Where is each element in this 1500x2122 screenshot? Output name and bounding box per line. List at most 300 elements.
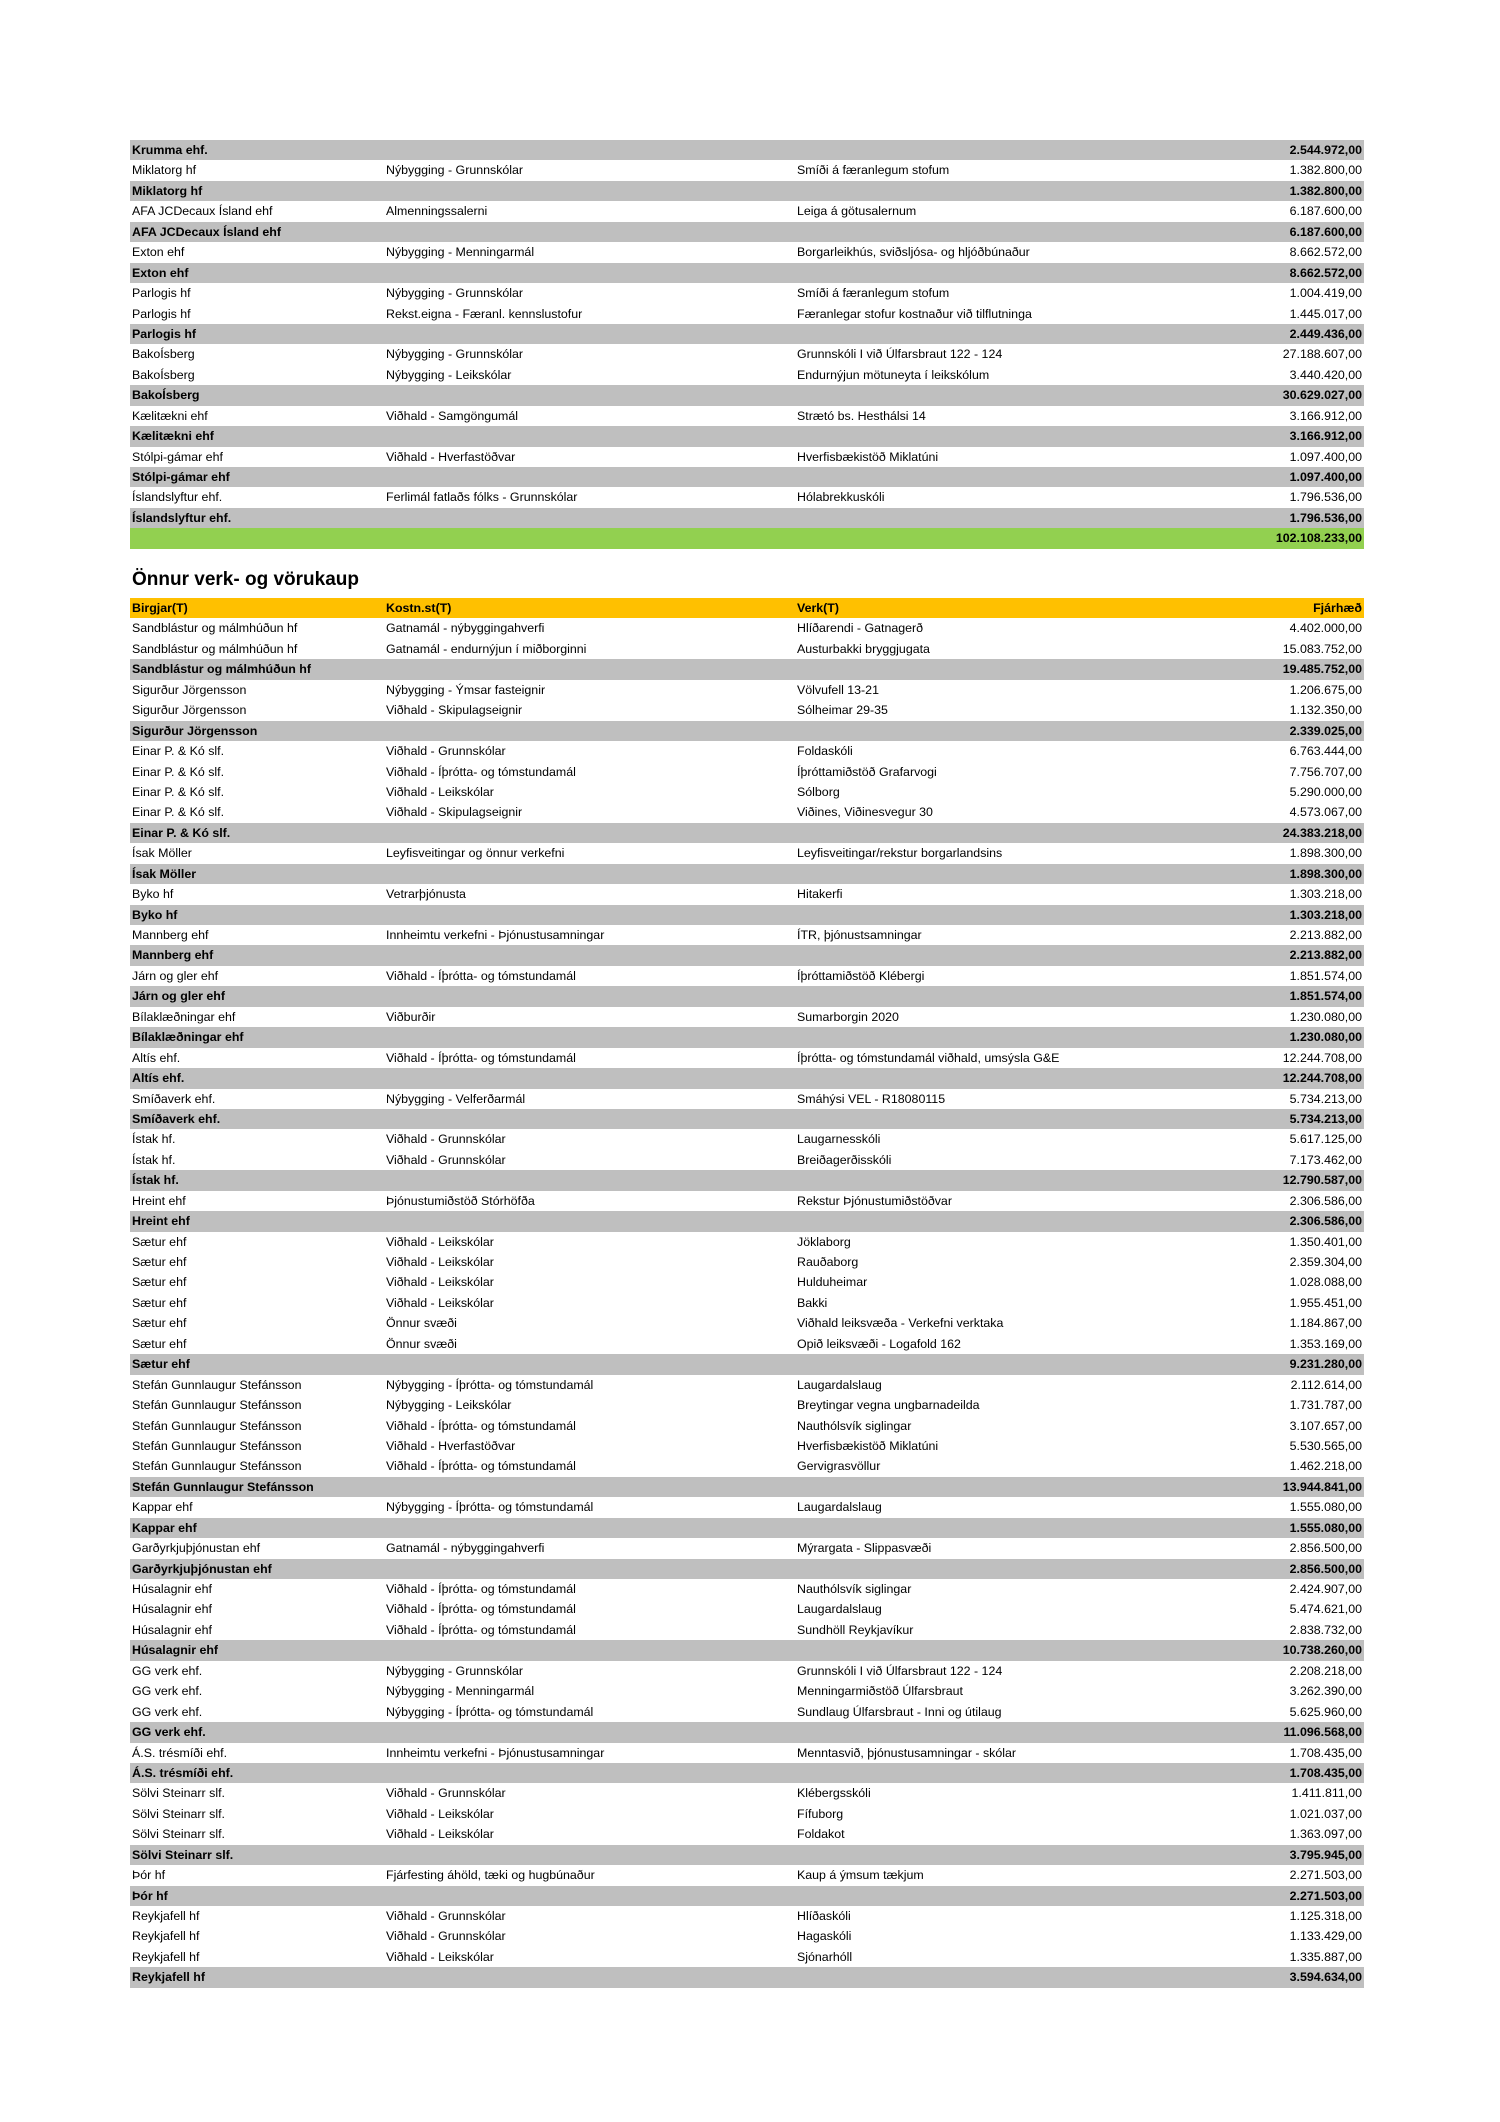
table-row	[130, 1191, 1364, 1211]
cost-center-cell: Þjónustumiðstöð Stórhöfða	[386, 1193, 535, 1208]
table-row	[130, 680, 1364, 700]
table-row	[130, 1252, 1364, 1272]
subtotal-row	[130, 1354, 1364, 1374]
project-cell: Breytingar vegna ungbarnadeilda	[797, 1398, 980, 1413]
amount-cell: 2.544.972,00	[1289, 143, 1362, 157]
cost-center-cell: Nýbygging - Grunnskólar	[386, 347, 524, 362]
project-cell: Breiðagerðisskóli	[797, 1152, 892, 1167]
project-cell: Hólabrekkuskóli	[797, 490, 885, 505]
project-cell	[797, 324, 1187, 344]
cost-center-cell: Viðhald - Leikskólar	[386, 1234, 494, 1249]
table-row	[130, 487, 1364, 507]
project-cell: Hulduheimar	[797, 1275, 868, 1290]
table-row	[130, 1579, 1364, 1599]
cost-center-cell: Nýbygging - Leikskólar	[386, 1398, 512, 1413]
table-row	[130, 1620, 1364, 1640]
amount-cell: 4.402.000,00	[1289, 621, 1362, 636]
cost-center-cell: Nýbygging - Íþrótta- og tómstundamál	[386, 1377, 594, 1392]
supplier-cell: Ísak Möller	[132, 846, 192, 861]
amount-cell: 2.856.500,00	[1289, 1541, 1362, 1556]
project-cell: Foldaskóli	[797, 744, 853, 759]
supplier-cell: Miklatorg hf	[132, 163, 197, 178]
subtotal-row	[130, 140, 1364, 160]
amount-cell: 2.306.586,00	[1289, 1193, 1362, 1208]
project-cell: Laugardalslaug	[797, 1602, 882, 1617]
project-cell: Hlíðaskóli	[797, 1909, 851, 1923]
supplier-cell: Garðyrkjuþjónustan ehf	[132, 1561, 272, 1576]
supplier-cell: Stefán Gunnlaugur Stefánsson	[132, 1398, 302, 1413]
amount-cell: 1.206.675,00	[1289, 682, 1362, 697]
subtotal-row	[130, 385, 1364, 405]
cost-center-cell: Viðhald - Grunnskólar	[386, 1929, 506, 1944]
supplier-cell: Altís ehf.	[132, 1071, 185, 1086]
supplier-cell: GG verk ehf.	[132, 1684, 203, 1699]
subtotal-row	[130, 986, 1364, 1006]
project-cell	[797, 140, 1187, 160]
cost-center-cell	[386, 1518, 797, 1538]
cost-center-cell	[386, 1967, 797, 1987]
table-row	[130, 1681, 1364, 1701]
supplier-cell: Parlogis hf	[132, 306, 191, 321]
table-row	[130, 1313, 1364, 1333]
amount-cell: 1.796.536,00	[1289, 490, 1362, 505]
supplier-cell: Miklatorg hf	[132, 183, 203, 198]
supplier-cell: BakoÍsberg	[132, 367, 195, 382]
cost-center-cell: Nýbygging - Velferðarmál	[386, 1091, 526, 1106]
amount-cell: 1.363.097,00	[1289, 1827, 1362, 1842]
cost-center-cell	[386, 945, 797, 965]
cost-center-cell: Viðhald - Samgöngumál	[386, 408, 519, 423]
supplier-cell	[130, 528, 386, 548]
project-cell: ÍTR, þjónustsamningar	[797, 928, 922, 942]
project-cell: Leyfisveitingar/rekstur borgarlandsins	[797, 846, 1003, 861]
cost-center-cell: Viðhald - Íþrótta- og tómstundamál	[386, 1582, 576, 1596]
table-row	[130, 1538, 1364, 1558]
supplier-cell: Hreint ehf	[132, 1214, 190, 1229]
project-cell: Nauthólsvík siglingar	[797, 1418, 912, 1433]
cost-center-cell	[386, 1211, 797, 1231]
header-supplier: Birgjar(T)	[132, 601, 188, 615]
cost-center-cell	[386, 1845, 797, 1865]
amount-cell: 4.573.067,00	[1289, 805, 1362, 820]
supplier-cell: Sætur ehf	[132, 1336, 187, 1351]
amount-cell: 1.462.218,00	[1289, 1459, 1362, 1474]
cost-center-cell	[386, 508, 797, 528]
cost-center-cell: Almenningssalerni	[386, 204, 488, 219]
project-cell	[797, 528, 1187, 548]
project-cell	[797, 1109, 1187, 1129]
table-row	[130, 283, 1364, 303]
table-row	[130, 304, 1364, 324]
project-cell: Sólborg	[797, 784, 840, 799]
amount-cell: 6.187.600,00	[1289, 204, 1362, 219]
cost-center-cell: Viðhald - Íþrótta- og tómstundamál	[386, 1459, 576, 1474]
amount-cell: 2.213.882,00	[1289, 928, 1362, 942]
supplier-cell: Stefán Gunnlaugur Stefánsson	[132, 1479, 314, 1494]
project-cell: Klébergsskóli	[797, 1786, 871, 1801]
amount-cell: 1.133.429,00	[1289, 1929, 1362, 1944]
amount-cell: 1.028.088,00	[1289, 1275, 1362, 1290]
project-cell	[797, 945, 1187, 965]
cost-center-cell: Vetrarþjónusta	[386, 887, 466, 902]
supplier-cell: Sölvi Steinarr slf.	[132, 1847, 234, 1862]
project-cell: Smíði á færanlegum stofum	[797, 163, 950, 178]
cost-center-cell	[386, 467, 797, 487]
cost-center-cell: Nýbygging - Grunnskólar	[386, 286, 524, 301]
supplier-cell: Sætur ehf	[132, 1316, 187, 1331]
supplier-cell: Ístak hf.	[132, 1152, 176, 1167]
project-cell	[797, 1068, 1187, 1088]
project-cell	[797, 1845, 1187, 1865]
project-cell: Smáhýsi VEL - R18080115	[797, 1091, 946, 1106]
table-row	[130, 1743, 1364, 1763]
project-cell	[797, 1763, 1187, 1783]
table-row	[130, 802, 1364, 822]
amount-cell: 2.856.500,00	[1289, 1561, 1362, 1576]
supplier-cell: Sætur ehf	[132, 1295, 187, 1310]
cost-center-cell	[386, 1109, 797, 1129]
subtotal-row	[130, 467, 1364, 487]
project-cell: Íþróttamiðstöð Grafarvogi	[797, 764, 937, 779]
amount-cell: 5.530.565,00	[1289, 1438, 1362, 1453]
subtotal-row	[130, 1068, 1364, 1088]
supplier-cell: Bílaklæðningar ehf	[132, 1030, 244, 1045]
table-row	[130, 1272, 1364, 1292]
cost-center-cell: Viðhald - Grunnskólar	[386, 1132, 506, 1147]
cost-center-cell	[386, 263, 797, 283]
project-cell: Íþróttamiðstöð Klébergi	[797, 968, 925, 983]
project-cell: Austurbakki bryggjugata	[797, 641, 930, 656]
table-row	[130, 1232, 1364, 1252]
amount-cell: 1.555.080,00	[1289, 1520, 1362, 1535]
amount-cell: 1.382.800,00	[1289, 163, 1362, 178]
supplier-cell: AFA JCDecaux Ísland ehf	[132, 224, 281, 239]
project-cell: Laugardalslaug	[797, 1500, 882, 1515]
cost-center-cell: Viðhald - Skipulagseignir	[386, 703, 523, 718]
subtotal-row	[130, 659, 1364, 679]
header-project: Verk(T)	[797, 601, 840, 615]
supplier-cell: BakoÍsberg	[132, 347, 195, 362]
supplier-cell: Sölvi Steinarr slf.	[132, 1786, 225, 1801]
amount-cell: 24.383.218,00	[1282, 825, 1362, 840]
cost-center-cell: Viðhald - Leikskólar	[386, 1295, 494, 1310]
supplier-cell: Stefán Gunnlaugur Stefánsson	[132, 1459, 302, 1474]
table-header-row	[130, 598, 1364, 618]
subtotal-row	[130, 1640, 1364, 1660]
supplier-cell: Smíðaverk ehf.	[132, 1111, 221, 1126]
supplier-cell: Þór hf	[132, 1868, 166, 1883]
cost-center-cell	[386, 1640, 797, 1660]
supplier-cell: Smíðaverk ehf.	[132, 1091, 216, 1106]
grand-total-row	[130, 528, 1364, 548]
supplier-cell: Byko hf	[132, 907, 178, 922]
supplier-cell: Mannberg ehf	[132, 928, 209, 942]
table-row	[130, 160, 1364, 180]
amount-cell: 9.231.280,00	[1289, 1357, 1362, 1372]
supplier-cell: GG verk ehf.	[132, 1704, 203, 1719]
supplier-cell: Parlogis hf	[132, 286, 191, 301]
project-cell: Sumarborgin 2020	[797, 1009, 899, 1024]
cost-center-cell: Viðhald - Leikskólar	[386, 1827, 494, 1842]
cost-center-cell: Viðhald - Grunnskólar	[386, 1152, 506, 1167]
amount-cell: 5.625.960,00	[1289, 1704, 1362, 1719]
amount-cell: 2.306.586,00	[1289, 1214, 1362, 1229]
project-cell: Laugarnesskóli	[797, 1132, 881, 1147]
cost-center-cell	[386, 324, 797, 344]
project-cell: Rauðaborg	[797, 1255, 859, 1269]
cost-center-cell: Önnur svæði	[386, 1316, 457, 1331]
table-row	[130, 1906, 1364, 1926]
amount-cell: 5.290.000,00	[1289, 784, 1362, 799]
supplier-cell: Stefán Gunnlaugur Stefánsson	[132, 1377, 302, 1392]
subtotal-row	[130, 263, 1364, 283]
amount-cell: 1.411.811,00	[1291, 1786, 1362, 1801]
amount-cell: 3.107.657,00	[1289, 1418, 1362, 1433]
cost-center-cell: Nýbygging - Ýmsar fasteignir	[386, 682, 546, 697]
project-cell: Endurnýjun mötuneyta í leikskólum	[797, 367, 990, 382]
subtotal-row	[130, 1722, 1364, 1742]
amount-cell: 5.734.213,00	[1289, 1091, 1362, 1106]
project-cell	[797, 659, 1187, 679]
amount-cell: 8.662.572,00	[1289, 245, 1362, 260]
amount-cell: 1.230.080,00	[1289, 1030, 1362, 1045]
supplier-cell: Sigurður Jörgensson	[132, 682, 247, 697]
project-cell: Bakki	[797, 1295, 828, 1310]
project-cell: Viðhald leiksvæða - Verkefni verktaka	[797, 1316, 1004, 1331]
project-cell	[797, 1027, 1187, 1047]
cost-center-cell	[386, 986, 797, 1006]
table-row	[130, 1436, 1364, 1456]
cost-center-cell: Viðhald - Íþrótta- og tómstundamál	[386, 1622, 576, 1637]
project-cell: Menntasvið, þjónustusamningar - skólar	[797, 1745, 1017, 1760]
supplier-cell: Ístak hf.	[132, 1132, 176, 1147]
supplier-cell: Ísak Möller	[132, 866, 197, 881]
table-row	[130, 365, 1364, 385]
cost-center-cell: Viðhald - Skipulagseignir	[386, 805, 523, 820]
supplier-cell: Á.S. trésmíði ehf.	[132, 1745, 228, 1760]
project-cell	[797, 1354, 1187, 1374]
supplier-cell: Sandblástur og málmhúðun hf	[132, 662, 311, 677]
project-cell: Sjónarhóll	[797, 1949, 853, 1964]
project-cell	[797, 1886, 1187, 1906]
table-row	[130, 741, 1364, 761]
subtotal-row	[130, 324, 1364, 344]
cost-center-cell: Innheimtu verkefni - Þjónustusamningar	[386, 928, 605, 942]
cost-center-cell	[386, 385, 797, 405]
supplier-cell: Húsalagnir ehf	[132, 1582, 212, 1596]
amount-cell: 2.359.304,00	[1289, 1255, 1362, 1269]
table-row	[130, 1456, 1364, 1476]
amount-cell: 1.303.218,00	[1289, 907, 1362, 922]
supplier-cell: Stólpi-gámar ehf	[132, 470, 230, 484]
supplier-cell: Sandblástur og málmhúðun hf	[132, 621, 298, 636]
table-row	[130, 925, 1364, 945]
project-cell: Hagaskóli	[797, 1929, 852, 1944]
amount-cell: 1.898.300,00	[1289, 846, 1362, 861]
cost-center-cell: Viðhald - Leikskólar	[386, 1275, 494, 1290]
supplier-cell: Þór hf	[132, 1888, 168, 1903]
table-row	[130, 1007, 1364, 1027]
subtotal-row	[130, 1109, 1364, 1129]
supplier-cell: Einar P. & Kó slf.	[132, 784, 225, 799]
amount-cell: 2.838.732,00	[1289, 1622, 1362, 1637]
subtotal-row	[130, 1845, 1364, 1865]
cost-center-cell	[386, 1170, 797, 1190]
amount-cell: 3.795.945,00	[1289, 1847, 1362, 1862]
subtotal-row	[130, 1170, 1364, 1190]
supplier-cell: Byko hf	[132, 887, 174, 902]
amount-cell: 1.445.017,00	[1289, 306, 1362, 321]
project-cell: Hitakerfi	[797, 887, 843, 902]
project-cell: Íþrótta- og tómstundamál viðhald, umsýsla G&E	[797, 1050, 1060, 1065]
supplier-cell: Mannberg ehf	[132, 948, 214, 963]
supplier-cell: Á.S. trésmíði ehf.	[132, 1765, 234, 1780]
spending-table-1	[130, 140, 1364, 549]
supplier-cell: Sigurður Jörgensson	[132, 723, 258, 738]
cost-center-cell: Önnur svæði	[386, 1336, 457, 1351]
project-cell: Sundlaug Úlfarsbraut - Inni og útilaug	[797, 1704, 1002, 1719]
table-row	[130, 1804, 1364, 1824]
table-row	[130, 1089, 1364, 1109]
supplier-cell: Sandblástur og málmhúðun hf	[132, 641, 298, 656]
project-cell: Mýrargata - Slippasvæði	[797, 1541, 932, 1556]
project-cell: Sundhöll Reykjavíkur	[797, 1622, 914, 1637]
project-cell: Strætó bs. Hesthálsi 14	[797, 408, 926, 423]
amount-cell: 2.449.436,00	[1289, 326, 1362, 341]
supplier-cell: Sætur ehf	[132, 1275, 187, 1290]
project-cell	[797, 1211, 1187, 1231]
supplier-cell: Reykjafell hf	[132, 1909, 200, 1923]
table-row	[130, 884, 1364, 904]
subtotal-row	[130, 905, 1364, 925]
project-cell: Viðines, Viðinesvegur 30	[797, 805, 933, 820]
supplier-cell: AFA JCDecaux Ísland ehf	[132, 204, 273, 219]
amount-cell: 3.594.634,00	[1289, 1970, 1362, 1985]
cost-center-cell: Viðhald - Hverfastöðvar	[386, 1438, 516, 1453]
cost-center-cell: Viðhald - Hverfastöðvar	[386, 449, 516, 464]
supplier-cell: Sölvi Steinarr slf.	[132, 1806, 225, 1821]
cost-center-cell: Ferlimál fatlaðs fólks - Grunnskólar	[386, 490, 578, 505]
table-row	[130, 242, 1364, 262]
subtotal-row	[130, 1477, 1364, 1497]
project-cell: Jöklaborg	[797, 1234, 851, 1249]
project-cell: Kaup á ýmsum tækjum	[797, 1868, 924, 1883]
cost-center-cell: Viðhald - Íþrótta- og tómstundamál	[386, 1602, 576, 1617]
supplier-cell: Exton ehf	[132, 265, 189, 280]
header-amount: Fjárhæð	[1313, 601, 1362, 615]
amount-cell: 1.555.080,00	[1289, 1500, 1362, 1515]
table-row	[130, 1395, 1364, 1415]
table-row	[130, 1783, 1364, 1803]
project-cell: Borgarleikhús, sviðsljósa- og hljóðbúnaður	[797, 245, 1030, 260]
project-cell	[797, 905, 1187, 925]
cost-center-cell: Nýbygging - Grunnskólar	[386, 163, 524, 178]
table-row	[130, 1661, 1364, 1681]
section-title: Önnur verk- og vörukaup	[132, 569, 359, 590]
project-cell: Hverfisbækistöð Miklatúni	[797, 449, 939, 464]
cost-center-cell	[386, 1477, 797, 1497]
subtotal-row	[130, 181, 1364, 201]
cost-center-cell	[386, 222, 797, 242]
cost-center-cell	[386, 181, 797, 201]
project-cell	[797, 864, 1187, 884]
table-row	[130, 700, 1364, 720]
amount-cell: 12.790.587,00	[1282, 1173, 1362, 1188]
cost-center-cell: Viðhald - Leikskólar	[386, 1806, 494, 1821]
amount-cell: 1.731.787,00	[1289, 1398, 1362, 1413]
cost-center-cell	[386, 905, 797, 925]
supplier-cell: Húsalagnir ehf	[132, 1622, 212, 1637]
supplier-cell: Reykjafell hf	[132, 1949, 200, 1964]
table-row	[130, 1824, 1364, 1844]
amount-cell: 102.108.233,00	[1275, 531, 1362, 546]
amount-cell: 1.382.800,00	[1289, 183, 1362, 198]
table-row	[130, 201, 1364, 221]
cost-center-cell: Nýbygging - Grunnskólar	[386, 1663, 524, 1678]
cost-center-cell: Viðhald - Leikskólar	[386, 1255, 494, 1269]
project-cell: Rekstur Þjónustumiðstöðvar	[797, 1193, 952, 1208]
project-cell	[797, 508, 1187, 528]
cost-center-cell: Nýbygging - Íþrótta- og tómstundamál	[386, 1500, 594, 1515]
amount-cell: 2.112.614,00	[1290, 1377, 1362, 1392]
subtotal-row	[130, 1559, 1364, 1579]
table-row	[130, 1334, 1364, 1354]
table-row	[130, 406, 1364, 426]
amount-cell: 1.335.887,00	[1289, 1949, 1362, 1964]
supplier-cell: Einar P. & Kó slf.	[132, 764, 225, 779]
supplier-cell: Íslandslyftur ehf.	[132, 490, 223, 505]
subtotal-row	[130, 721, 1364, 741]
subtotal-row	[130, 426, 1364, 446]
cost-center-cell: Rekst.eigna - Færanl. kennslustofur	[386, 306, 583, 321]
amount-cell: 10.738.260,00	[1282, 1643, 1362, 1658]
cost-center-cell: Nýbygging - Menningarmál	[386, 245, 535, 260]
cost-center-cell: Viðhald - Grunnskólar	[386, 744, 506, 759]
supplier-cell: Húsalagnir ehf	[132, 1602, 212, 1617]
supplier-cell: Húsalagnir ehf	[132, 1643, 219, 1658]
project-cell	[797, 222, 1187, 242]
amount-cell: 30.629.027,00	[1282, 388, 1362, 403]
project-cell: Opið leiksvæði - Logafold 162	[797, 1336, 961, 1351]
supplier-cell: Stólpi-gámar ehf	[132, 449, 223, 464]
table-row	[130, 762, 1364, 782]
supplier-cell: Stefán Gunnlaugur Stefánsson	[132, 1438, 302, 1453]
project-cell	[797, 721, 1187, 741]
supplier-cell: Krumma ehf.	[132, 143, 208, 157]
cost-center-cell	[386, 528, 797, 548]
cost-center-cell: Viðhald - Íþrótta- og tómstundamál	[386, 968, 576, 983]
subtotal-row	[130, 1211, 1364, 1231]
supplier-cell: Garðyrkjuþjónustan ehf	[132, 1541, 261, 1556]
table-row	[130, 1048, 1364, 1068]
amount-cell: 1.004.419,00	[1289, 286, 1362, 301]
amount-cell: 1.097.400,00	[1289, 449, 1362, 464]
cost-center-cell: Viðhald - Íþrótta- og tómstundamál	[386, 764, 576, 779]
cost-center-cell	[386, 1559, 797, 1579]
amount-cell: 5.474.621,00	[1289, 1602, 1362, 1617]
table-row	[130, 1599, 1364, 1619]
cost-center-cell	[386, 1354, 797, 1374]
subtotal-row	[130, 1027, 1364, 1047]
project-cell	[797, 1640, 1187, 1660]
amount-cell: 1.955.451,00	[1289, 1295, 1362, 1310]
amount-cell: 27.188.607,00	[1282, 347, 1362, 362]
amount-cell: 2.339.025,00	[1289, 723, 1362, 738]
cost-center-cell	[386, 1027, 797, 1047]
project-cell: Færanlegar stofur kostnaður við tilflutninga	[797, 306, 1032, 321]
amount-cell: 1.132.350,00	[1289, 703, 1362, 718]
cost-center-cell	[386, 823, 797, 843]
